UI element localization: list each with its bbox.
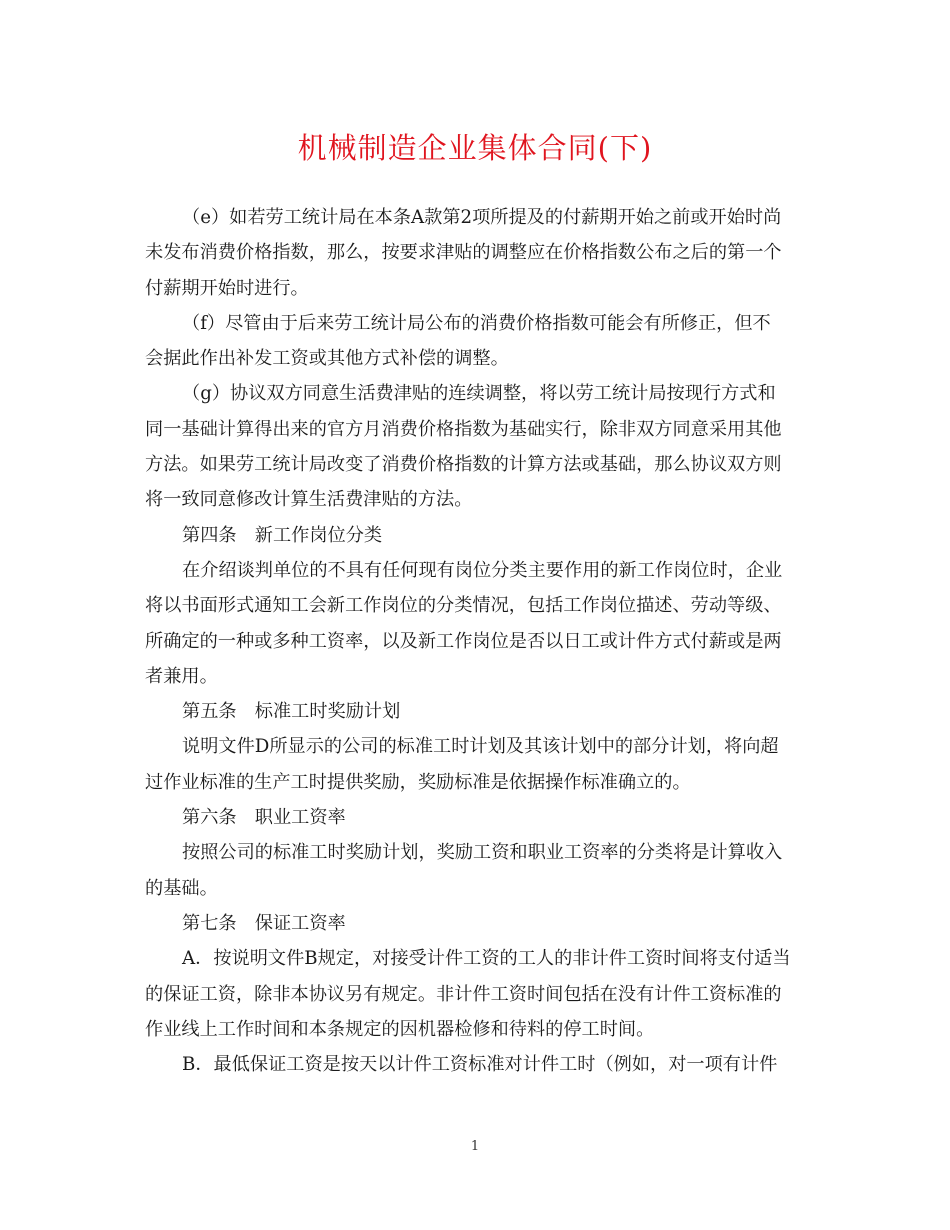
paragraph-line: 的基础。 <box>145 877 218 899</box>
paragraph-line: 未发布消费价格指数，那么，按要求津贴的调整应在价格指数公布之后的第一个 <box>145 242 782 264</box>
paragraph-line: 在介绍谈判单位的不具有任何现有岗位分类主要作用的新工作岗位时，企业 <box>182 559 783 581</box>
paragraph-line: （e）如若劳工统计局在本条A款第2项所提及的付薪期开始之前或开始时尚 <box>182 207 782 228</box>
paragraph <box>145 376 810 517</box>
paragraph <box>145 906 810 941</box>
paragraph <box>145 694 810 729</box>
paragraph-line: （g）协议双方同意生活费津贴的连续调整，将以劳工统计局按现行方式和 <box>182 383 776 405</box>
paragraph <box>145 729 810 800</box>
paragraph <box>145 553 810 694</box>
paragraph-line: 过作业标准的生产工时提供奖励，奖励标准是依据操作标准确立的。 <box>145 771 691 793</box>
page-number: 1 <box>470 1139 480 1154</box>
paragraph-line: 第七条 保证工资率 <box>182 912 346 934</box>
paragraph-line: 第六条 职业工资率 <box>182 807 346 829</box>
paragraph-line: 第五条 标准工时奖励计划 <box>182 701 401 723</box>
paragraph-line: 将一致同意修改计算生活费津贴的方法。 <box>145 489 473 511</box>
paragraph-line: 方法。如果劳工统计局改变了消费价格指数的计算方法或基础，那么协议双方则 <box>145 454 782 476</box>
paragraph <box>145 518 810 553</box>
paragraph-line: 者兼用。 <box>145 665 218 687</box>
paragraph-line: 的保证工资，除非本协议另有规定。非计件工资时间包括在没有计件工资标准的 <box>145 983 782 1005</box>
paragraph-line: 付薪期开始时进行。 <box>145 277 309 299</box>
paragraph-line: 所确定的一种或多种工资率，以及新工作岗位是否以日工或计件方式付薪或是两 <box>145 630 782 652</box>
paragraph <box>145 306 810 377</box>
paragraph <box>145 1047 810 1082</box>
paragraph <box>145 200 810 306</box>
paragraph-line: 同一基础计算得出来的官方月消费价格指数为基础实行，除非双方同意采用其他 <box>145 418 782 440</box>
paragraph <box>145 835 810 906</box>
document-title: 机械制造企业集体合同(下) <box>297 131 653 165</box>
paragraph-line: 第四条 新工作岗位分类 <box>182 524 383 546</box>
paragraph <box>145 941 810 1047</box>
paragraph-line: B．最低保证工资是按天以计件工资标准对计件工时（例如，对一项有计件 <box>182 1054 778 1076</box>
paragraph-line: （f）尽管由于后来劳工统计局公布的消费价格指数可能会有所修正，但不 <box>182 312 771 334</box>
document-body <box>145 200 810 1082</box>
paragraph <box>145 800 810 835</box>
paragraph-line: 按照公司的标准工时奖励计划，奖励工资和职业工资率的分类将是计算收入 <box>182 842 783 864</box>
paragraph-line: 会据此作出补发工资或其他方式补偿的调整。 <box>145 348 509 370</box>
paragraph-line: 说明文件D所显示的公司的标准工时计划及其该计划中的部分计划，将向超 <box>182 736 779 758</box>
paragraph-line: 作业线上工作时间和本条规定的因机器检修和待料的停工时间。 <box>145 1018 655 1040</box>
paragraph-line: 将以书面形式通知工会新工作岗位的分类情况，包括工作岗位描述、劳动等级、 <box>145 595 782 617</box>
paragraph-line: A．按说明文件B规定，对接受计件工资的工人的非计件工资时间将支付适当 <box>182 948 791 970</box>
